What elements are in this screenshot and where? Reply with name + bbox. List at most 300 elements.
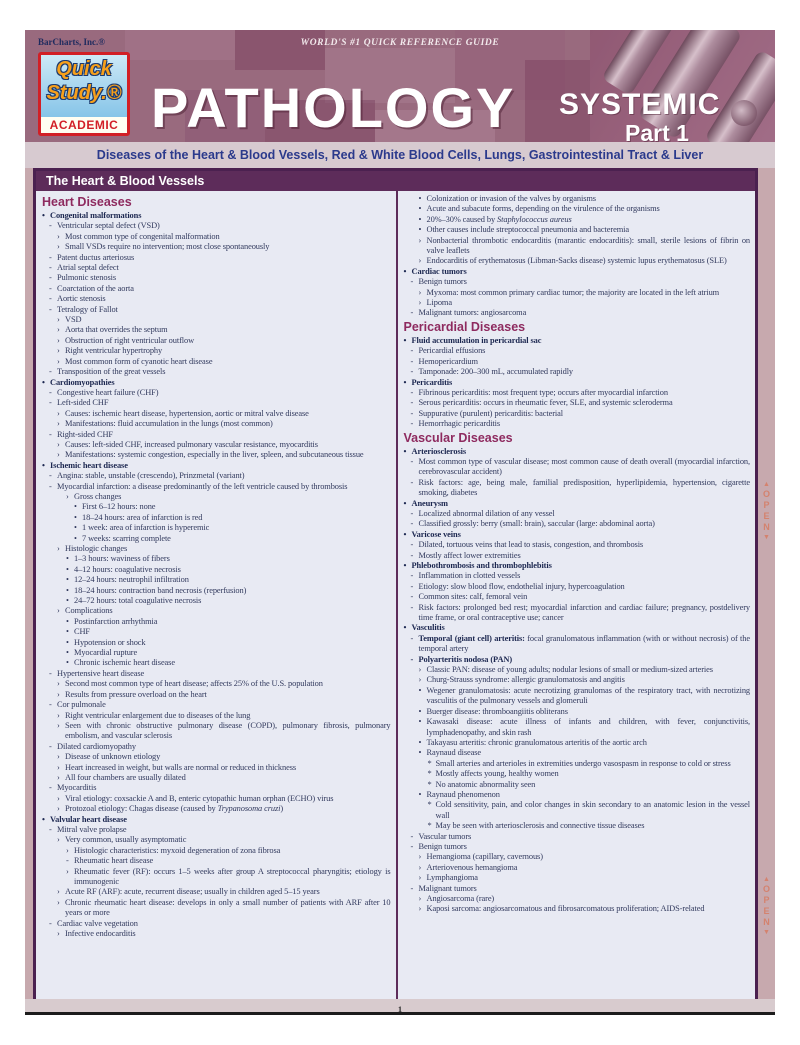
list-marker: - (410, 519, 414, 529)
list-item-text: Varicose veins (411, 529, 461, 539)
list-marker: - (410, 592, 414, 602)
list-item (404, 894, 751, 904)
list-item (42, 867, 391, 888)
list-item-text: Small VSDs require no intervention; most close spontaneously (65, 242, 270, 252)
list-item-text: Disease of unknown etiology (65, 752, 161, 762)
list-marker: › (418, 235, 422, 245)
list-item (42, 513, 391, 523)
list-item-text: Malignant tumors: angiosarcoma (418, 308, 527, 318)
list-item (404, 582, 751, 592)
list-item (42, 315, 391, 325)
list-marker: › (66, 491, 69, 501)
list-item (404, 873, 751, 883)
list-item-text: Vascular tumors (418, 831, 472, 841)
list-marker: • (74, 523, 77, 533)
column-section-heading: Vascular Diseases (403, 430, 513, 445)
list-item (42, 357, 391, 367)
list-item-text: Cardiac tumors (411, 266, 467, 276)
list-marker: › (57, 772, 60, 782)
list-item-text: Mostly affects young, healthy women (435, 769, 559, 779)
list-marker: - (49, 367, 52, 377)
list-item (42, 263, 391, 273)
list-item (404, 409, 751, 419)
footer-strip (25, 999, 775, 1012)
list-item (404, 256, 751, 266)
list-item (42, 409, 391, 419)
list-item (42, 627, 391, 637)
list-marker: • (418, 685, 422, 695)
list-item (404, 499, 751, 509)
list-item-text: Gross changes (74, 491, 122, 501)
list-item-text: Results from pressure overload on the heart (65, 689, 207, 699)
list-item-text: Lymphangioma (426, 873, 478, 883)
list-item (42, 638, 391, 648)
list-item-text: 18–24 hours: area of infarction is red (82, 512, 203, 522)
list-item (42, 929, 391, 939)
list-item (42, 534, 391, 544)
list-item (404, 790, 751, 800)
list-marker: • (418, 789, 422, 799)
list-marker: › (57, 710, 60, 720)
list-marker: › (57, 793, 60, 803)
list-item (404, 215, 751, 225)
list-item (404, 551, 751, 561)
list-marker: - (410, 356, 414, 366)
list-item (404, 288, 751, 298)
list-marker: • (418, 204, 422, 214)
list-item-text: Causes: left-sided CHF, increased pulmonary vascular resistance, myocarditis (65, 439, 318, 449)
list-marker: - (410, 581, 414, 591)
list-item (404, 346, 751, 356)
list-marker: • (74, 533, 77, 543)
part-label: Part 1 (625, 120, 689, 142)
list-item-text: Transposition of the great vessels (57, 367, 166, 377)
list-marker: • (66, 585, 69, 595)
list-marker: • (403, 623, 407, 633)
list-marker: - (49, 273, 52, 283)
list-item-text: Most common type of congenital malformation (65, 231, 220, 241)
list-marker: › (57, 450, 60, 460)
list-item (42, 700, 391, 710)
list-item-text: Suppurative (purulent) pericarditis: bacterial (418, 408, 563, 418)
list-item (404, 457, 751, 478)
list-item (42, 575, 391, 585)
list-marker: - (410, 398, 414, 408)
list-marker: › (418, 852, 422, 862)
list-item (404, 738, 751, 748)
list-item-text: Classified grossly: berry (small: brain), saccular (large: abdominal aorta) (418, 519, 655, 529)
list-item (404, 884, 751, 894)
list-item (42, 273, 391, 283)
list-item (42, 471, 391, 481)
list-item-text: Myocardial infarction: a disease predominantly of the left ventricle caused by thrombosis (57, 481, 348, 491)
reference-card (25, 30, 775, 1015)
list-marker: - (410, 308, 414, 318)
list-marker: • (403, 561, 407, 570)
list-marker: › (57, 335, 60, 345)
list-item (404, 225, 751, 235)
list-item-text: Endocarditis of erythematosus (Libman-Sacks disease) systemic lupus erythematosus (SLE) (426, 256, 727, 266)
section-bar (36, 171, 755, 191)
list-marker: - (49, 481, 52, 491)
list-item (404, 686, 751, 707)
list-item (42, 679, 391, 689)
list-item (42, 711, 391, 721)
list-item (42, 367, 391, 377)
list-item (404, 540, 751, 550)
list-item-text: Nonbacterial thrombotic endocarditis (marantic endocarditis): small, sterile lesions of fibrin on valve leaflets (426, 235, 750, 256)
list-marker: - (49, 741, 52, 751)
list-item (404, 419, 751, 429)
columns (36, 191, 755, 1001)
list-item-text: Inflammation in clotted vessels (418, 571, 521, 581)
list-marker: • (42, 377, 45, 387)
list-item-text: Tetralogy of Fallot (57, 304, 118, 314)
list-item-text: Chronic rheumatic heart disease: develops in only a small number of patients with ARF after 10 years or more (65, 897, 391, 918)
edition-label: SYSTEMIC (559, 88, 721, 121)
list-item (42, 815, 391, 825)
list-marker: - (410, 277, 414, 287)
list-marker: › (418, 873, 422, 883)
list-item (42, 253, 391, 263)
list-item (42, 430, 391, 440)
list-item-text: Second most common type of heart disease; affects 25% of the U.S. population (65, 679, 323, 689)
list-item (42, 835, 391, 845)
list-marker: › (57, 356, 60, 366)
list-item-text: Malignant tumors (418, 883, 477, 893)
list-item (42, 242, 391, 252)
list-marker: - (410, 387, 414, 397)
list-marker: › (57, 419, 60, 429)
list-item-text: Valvular heart disease (50, 814, 127, 824)
list-item-text: Infective endocarditis (65, 929, 136, 939)
list-marker: - (49, 221, 52, 231)
list-item (42, 325, 391, 335)
list-item-text: Kawasaki disease: acute illness of infants and children, with fever, conjunctivitis, lymphadenopathy, and skin rash (426, 717, 750, 737)
list-item-text: Hemopericardium (418, 356, 478, 366)
arrow-up-icon: ▲ (763, 481, 770, 488)
list-item (42, 783, 391, 793)
list-item-text: Right ventricular enlargement due to diseases of the lung (65, 710, 251, 720)
list-item-text: Protozoal etiology: Chagas disease (caused by Trypanosoma cruzi) (65, 804, 284, 814)
list-item (404, 707, 751, 717)
list-item-text: Other causes include streptococcal pneumonia and bacteremia (426, 225, 629, 235)
list-item-text: Fibrinous pericarditis: most frequent type; occurs after myocardial infarction (418, 387, 668, 397)
list-marker: - (410, 419, 414, 429)
list-item (42, 856, 391, 866)
list-marker: • (418, 214, 422, 224)
list-marker: › (418, 904, 422, 914)
list-item-text: Mostly affect lower extremities (418, 550, 521, 560)
logo-quick: Quick (56, 58, 112, 80)
list-item-text: Fluid accumulation in pericardial sac (411, 335, 542, 345)
list-marker: › (57, 315, 60, 325)
list-item-text: Complications (65, 606, 113, 616)
list-item (42, 773, 391, 783)
list-item-text: Lipoma (426, 298, 452, 308)
list-item (404, 717, 751, 738)
list-item (42, 596, 391, 606)
list-marker: - (49, 824, 52, 834)
list-item (404, 821, 751, 831)
list-marker: › (57, 439, 60, 449)
list-marker: › (57, 679, 60, 689)
list-item-text: Aortic stenosis (57, 294, 106, 304)
open-label-letter: P (763, 895, 770, 905)
list-marker: › (57, 689, 60, 699)
open-label-letter: N (763, 917, 770, 927)
open-fold-tab (759, 875, 774, 937)
list-item (42, 804, 391, 814)
list-item-text: Hemorrhagic pericarditis (418, 419, 501, 429)
list-item-text: Histologic changes (65, 544, 128, 553)
list-marker: › (418, 287, 422, 297)
list-item-text: 7 weeks: scarring complete (82, 533, 171, 543)
list-item-text: May be seen with arteriosclerosis and connective tissue diseases (435, 821, 645, 831)
banner-text: Diseases of the Heart & Blood Vessels, Red & White Blood Cells, Lungs, Gastrointestinal Tract & Liver (96, 148, 704, 162)
list-item (42, 846, 391, 856)
list-marker: - (49, 471, 52, 481)
list-item-text: Temporal (giant cell) arteritis: focal granulomatous inflammation (with or without necrosis) of the temporal artery (418, 633, 750, 654)
list-marker: • (66, 596, 69, 606)
list-marker: › (57, 408, 60, 418)
list-item (404, 367, 751, 377)
list-item (42, 482, 391, 492)
list-marker: * (427, 769, 432, 779)
list-marker: › (57, 346, 60, 356)
arrow-up-icon: ▲ (763, 876, 770, 883)
list-item (42, 752, 391, 762)
card-header (25, 30, 775, 142)
list-item-text: Hemangioma (capillary, cavernous) (426, 852, 543, 862)
list-item-text: Very common, usually asymptomatic (65, 835, 187, 845)
list-marker: • (418, 748, 422, 758)
list-item (42, 825, 391, 835)
list-marker: › (57, 752, 60, 762)
list-item-text: Polyarteritis nodosa (PAN) (418, 654, 513, 664)
list-item-text: Cardiac valve vegetation (57, 918, 138, 928)
list-item-text: Cold sensitivity, pain, and color changes in skin secondary to an anatomic lesion in the vessel wall (435, 800, 750, 820)
list-item (42, 606, 391, 616)
list-item (42, 565, 391, 575)
list-item (42, 336, 391, 346)
list-item (404, 561, 751, 571)
list-item (42, 388, 391, 398)
list-marker: • (66, 658, 69, 668)
list-item (42, 523, 391, 533)
list-item-text: Hypertensive heart disease (57, 668, 145, 678)
quickstudy-logo (38, 52, 130, 136)
list-marker: › (418, 256, 422, 266)
list-marker: - (410, 654, 414, 664)
list-item-text: Pericardial effusions (418, 346, 486, 356)
list-item-text: Serous pericarditis: occurs in rheumatic fever, SLE, and systemic scleroderma (418, 398, 673, 408)
list-item (42, 232, 391, 242)
list-marker: • (74, 502, 77, 512)
list-marker: • (403, 498, 407, 508)
list-item-text: CHF (74, 627, 90, 637)
microscope-objective (601, 30, 679, 96)
list-marker: - (410, 883, 414, 893)
open-label-letter: P (763, 500, 770, 510)
list-item-text: Ischemic heart disease (50, 460, 128, 470)
list-item-text: Right-sided CHF (57, 429, 113, 439)
arrow-down-icon: ▼ (763, 534, 770, 541)
list-marker: - (49, 283, 52, 293)
list-marker: * (427, 758, 432, 768)
list-marker: › (66, 845, 69, 855)
list-item (42, 294, 391, 304)
right-column (396, 191, 756, 1001)
list-item-text: Kaposi sarcoma: angiosarcomatous and fibrosarcomatous proliferation; AIDS-related (426, 904, 705, 914)
list-item-text: Wegener granulomatosis: acute necrotizing granulomas of the respiratory tract, with necrotizing vasculitis of the pulmonary vessels and glomeruli (426, 685, 750, 706)
list-item-text: Risk factors: prolonged bed rest; myocardial infarction and cardiac failure; pregnancy, postdelivery time frame, or oral contraceptive use; cancer (418, 602, 750, 623)
list-item (42, 461, 391, 471)
microscope-lens (731, 100, 757, 126)
section-title: The Heart & Blood Vessels (46, 174, 205, 188)
list-item (404, 665, 751, 675)
list-item-text: Takayasu arteritis: chronic granulomatous arteritis of the aortic arch (426, 737, 647, 747)
list-item-text: Tamponade: 200–300 mL, accumulated rapidly (418, 367, 574, 377)
page-title: PATHOLOGY (151, 76, 516, 139)
list-item (42, 284, 391, 294)
list-item-text: Rheumatic heart disease (74, 856, 154, 866)
list-marker: * (427, 821, 432, 831)
list-item (404, 863, 751, 873)
list-item (42, 658, 391, 668)
list-marker: › (57, 887, 60, 897)
list-item-text: VSD (65, 315, 82, 325)
list-item-text: Classic PAN: disease of young adults; nodular lesions of small or medium-sized arteries (426, 665, 713, 675)
arrow-down-icon: ▼ (763, 929, 770, 936)
list-marker: › (418, 298, 422, 308)
left-column (36, 191, 396, 1001)
list-item-text: Right ventricular hypertrophy (65, 346, 163, 356)
list-item (42, 419, 391, 429)
list-item-text: Left-sided CHF (57, 398, 109, 408)
list-marker: * (427, 800, 432, 810)
list-item (404, 769, 751, 779)
list-item-text: Ventricular septal defect (VSD) (57, 221, 160, 231)
list-item (404, 571, 751, 581)
list-item (404, 800, 751, 821)
list-marker: - (49, 263, 52, 273)
list-item (42, 346, 391, 356)
list-marker: • (66, 575, 69, 585)
list-marker: › (418, 862, 422, 872)
list-item-text: 1 week: area of infarction is hyperemic (82, 523, 210, 533)
list-marker: - (410, 477, 414, 487)
list-item (42, 554, 391, 564)
list-marker: - (410, 633, 414, 643)
list-marker: - (410, 841, 414, 851)
list-item-text: Myocarditis (57, 783, 97, 793)
list-item (404, 759, 751, 769)
list-item-text: 18–24 hours: contraction band necrosis (reperfusion) (74, 585, 247, 595)
list-item-text: Seen with chronic obstructive pulmonary disease (COPD), pulmonary fibrosis, pulmonary embolism, and vascular sclerosis (65, 720, 391, 741)
list-item (404, 904, 751, 914)
list-marker: • (66, 554, 69, 564)
list-marker: - (410, 571, 414, 581)
list-item-text: Myocardial rupture (74, 648, 138, 658)
list-marker: - (410, 540, 414, 550)
list-marker: • (66, 616, 69, 626)
list-marker: › (57, 762, 60, 772)
list-item (404, 388, 751, 398)
list-item-text: No anatomic abnormality seen (435, 779, 536, 789)
list-item (42, 378, 391, 388)
list-item-text: Vasculitis (411, 623, 445, 633)
list-item (42, 648, 391, 658)
list-item-text: Localized abnormal dilation of any vessel (418, 508, 555, 518)
list-item (404, 447, 751, 457)
list-item-text: Risk factors: age, being male, familial predisposition, hyperlipidemia, hypertension, cigarette smoking, diabetes (418, 477, 750, 498)
list-item-text: Arteriovenous hemangioma (426, 862, 518, 872)
list-item (404, 398, 751, 408)
list-item (404, 519, 751, 529)
list-item-text: Aorta that overrides the septum (65, 325, 168, 335)
list-item-text: Atrial septal defect (57, 263, 119, 273)
list-marker: › (57, 929, 60, 939)
list-item (404, 780, 751, 790)
content-panel (33, 168, 758, 1004)
header-mosaic-tile (235, 30, 325, 70)
list-item (42, 742, 391, 752)
open-label-letter: E (763, 511, 770, 521)
list-marker: • (42, 211, 45, 220)
list-item (404, 267, 751, 277)
list-marker: • (74, 512, 77, 522)
list-item (404, 194, 751, 204)
list-item (42, 544, 391, 554)
list-item (42, 440, 391, 450)
list-marker: • (418, 717, 422, 727)
list-item (404, 623, 751, 633)
list-item (404, 509, 751, 519)
open-label-letter: O (762, 884, 770, 894)
list-item (404, 592, 751, 602)
logo-study: Study.® (46, 82, 122, 104)
list-marker: - (49, 398, 52, 408)
open-label-letter: N (763, 522, 770, 532)
list-item (42, 669, 391, 679)
list-marker: - (49, 304, 52, 314)
list-marker: - (410, 367, 414, 377)
list-item (42, 211, 391, 221)
list-item-text: Small arteries and arterioles in extremities undergo vasospasm in response to cold or stress (435, 758, 731, 768)
list-item-text: Pulmonic stenosis (57, 273, 117, 283)
list-item (42, 221, 391, 231)
list-marker: › (57, 804, 60, 814)
list-item (404, 832, 751, 842)
list-marker: › (57, 242, 60, 252)
list-marker: › (418, 675, 422, 685)
list-item (42, 794, 391, 804)
list-marker: - (49, 252, 52, 262)
list-marker: * (427, 779, 432, 789)
list-marker: - (49, 429, 52, 439)
list-item (42, 398, 391, 408)
list-marker: - (66, 856, 69, 866)
list-marker: - (49, 918, 52, 928)
list-item (42, 492, 391, 502)
list-item-text: Coarctation of the aorta (57, 283, 134, 293)
list-item-text: Churg-Strauss syndrome: allergic granulomatosis and angitis (426, 675, 625, 685)
list-item-text: 24–72 hours: total coagulative necrosis (74, 596, 202, 606)
list-item-text: Heart increased in weight, but walls are normal or reduced in thickness (65, 762, 297, 772)
list-item-text: Acute RF (ARF): acute, recurrent disease; usually in children aged 5–15 years (65, 887, 320, 897)
list-marker: - (49, 387, 52, 397)
